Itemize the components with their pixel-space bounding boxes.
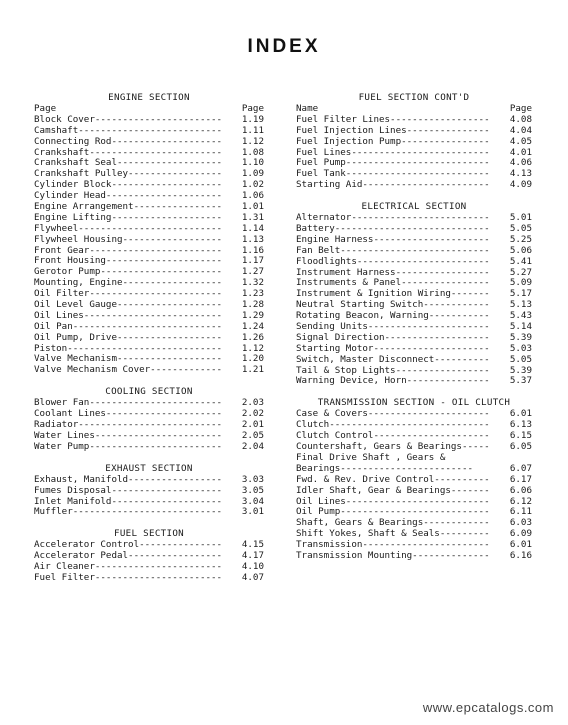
entry-name: Shift Yokes, Shaft & Seals---------	[296, 529, 490, 540]
entry-page: 4.15	[241, 539, 264, 551]
entry-page: 5.06	[509, 244, 532, 256]
entry-page: 1.13	[241, 233, 264, 245]
index-entry	[296, 148, 532, 159]
entry-name: Fan Belt---------------------------	[296, 245, 490, 256]
entry-page: 6.13	[509, 419, 532, 431]
index-entry	[296, 257, 532, 268]
entry-name: Gerotor Pump----------------------	[34, 267, 223, 278]
cooling-section-heading: COOLING SECTION	[105, 386, 193, 398]
index-entry	[34, 431, 264, 442]
index-entry	[296, 126, 532, 137]
index-entry	[296, 464, 532, 475]
index-entry	[34, 235, 264, 246]
entry-name: Instrument & Ignition Wiring-------	[296, 289, 490, 300]
entry-name: Accelerator Control---------------	[34, 540, 223, 551]
entry-page: 3.04	[241, 495, 264, 507]
entry-name: Fuel Tank--------------------------	[296, 169, 490, 180]
entry-page: 1.11	[241, 124, 264, 136]
entry-name: Battery----------------------------	[296, 224, 490, 235]
entry-name: Switch, Master Disconnect----------	[296, 354, 490, 365]
entry-name: Connecting Rod--------------------	[34, 136, 223, 147]
index-entry	[34, 475, 264, 486]
index-entry	[34, 278, 264, 289]
index-entry	[34, 333, 264, 344]
index-entry	[296, 551, 532, 562]
entry-page: 4.04	[509, 124, 532, 136]
entry-name: Exhaust, Manifold-----------------	[34, 474, 223, 485]
entry-page: 1.12	[241, 342, 264, 354]
entry-name: Blower Fan------------------------	[34, 398, 223, 409]
entry-page: 6.16	[509, 549, 532, 561]
entry-name: Neutral Starting Switch------------	[296, 300, 490, 311]
entry-name: Clutch Control---------------------	[296, 431, 490, 442]
index-entry	[34, 126, 264, 137]
entry-page: 2.03	[241, 397, 264, 409]
entry-name: Fumes Disposal--------------------	[34, 485, 223, 496]
entry-page: 5.39	[509, 364, 532, 376]
entry-page: 6.01	[509, 539, 532, 551]
entry-name: Fuel Filter-----------------------	[34, 572, 223, 583]
index-entry	[34, 420, 264, 431]
entry-name: Air Cleaner-----------------------	[34, 562, 223, 573]
entry-name: Block Cover-----------------------	[34, 114, 223, 125]
index-entry	[34, 311, 264, 322]
entry-page: 5.27	[509, 266, 532, 278]
entry-page: 1.06	[241, 190, 264, 202]
entry-page: 1.17	[241, 255, 264, 267]
entry-name: Inlet Manifold--------------------	[34, 496, 223, 507]
entry-page: 6.09	[509, 528, 532, 540]
entry-name: Crankshaft Seal-------------------	[34, 158, 223, 169]
index-entry	[296, 409, 532, 420]
index-entry	[296, 475, 532, 486]
entry-name: Floodlights------------------------	[296, 256, 490, 267]
transmission-section-list	[296, 409, 532, 561]
entry-page: 6.11	[509, 506, 532, 518]
entry-page: 1.27	[241, 266, 264, 278]
entry-name: Cylinder Head---------------------	[34, 191, 223, 202]
entry-page: 5.37	[509, 375, 532, 387]
column-header-page: Page	[509, 103, 532, 114]
index-entry	[34, 213, 264, 224]
entry-page: 4.17	[241, 550, 264, 562]
entry-page: 1.12	[241, 135, 264, 147]
index-entry	[34, 300, 264, 311]
entry-page: 6.17	[509, 473, 532, 485]
entry-name: Mounting, Engine------------------	[34, 278, 223, 289]
index-entry	[296, 235, 532, 246]
entry-name: Warning Device, Horn---------------	[296, 376, 490, 387]
index-entry	[296, 376, 532, 387]
entry-page: 1.01	[241, 201, 264, 213]
entry-name: Front Gear------------------------	[34, 245, 223, 256]
entry-name: Engine Lifting--------------------	[34, 212, 223, 223]
entry-name: Starting Motor---------------------	[296, 343, 490, 354]
index-entry	[296, 169, 532, 180]
entry-name: Oil Level Gauge-------------------	[34, 300, 223, 311]
entry-name: Fuel Injection Pump----------------	[296, 136, 490, 147]
entry-page: 4.13	[509, 168, 532, 180]
index-entry	[34, 365, 264, 376]
entry-name: Oil Pump, Drive-------------------	[34, 332, 223, 343]
column-header-name: Page	[34, 103, 57, 114]
entry-page: 4.10	[241, 561, 264, 573]
index-entry	[34, 180, 264, 191]
entry-name: Oil Filter------------------------	[34, 289, 223, 300]
index-entry	[296, 453, 532, 464]
index-entry	[296, 431, 532, 442]
entry-page: 1.29	[241, 309, 264, 321]
entry-name: Rotating Beacon, Warning-----------	[296, 311, 490, 322]
index-entry	[296, 137, 532, 148]
entry-page: 6.06	[509, 484, 532, 496]
entry-name: Transmission-----------------------	[296, 540, 490, 551]
index-entry	[34, 158, 264, 169]
entry-page: 4.07	[241, 571, 264, 583]
entry-name: Engine Arrangement----------------	[34, 202, 223, 213]
entry-name: Water Pump------------------------	[34, 441, 223, 452]
entry-name: Case & Covers----------------------	[296, 409, 490, 420]
entry-page: 1.26	[241, 331, 264, 343]
entry-page: 1.21	[241, 364, 264, 376]
index-entry	[34, 562, 264, 573]
index-entry	[296, 497, 532, 508]
exhaust-section-heading: EXHAUST SECTION	[105, 462, 193, 474]
entry-page: 1.09	[241, 168, 264, 180]
entry-name: Crankshaft Pulley-----------------	[34, 169, 223, 180]
entry-page: 4.05	[509, 135, 532, 147]
transmission-section-heading: TRANSMISSION SECTION - OIL CLUTCH	[317, 397, 511, 409]
index-entry	[296, 322, 532, 333]
entry-page: 5.13	[509, 299, 532, 311]
index-entry	[34, 289, 264, 300]
entry-page: 1.31	[241, 211, 264, 223]
entry-page: 5.25	[509, 233, 532, 245]
fuel-contd-section-list	[296, 115, 532, 191]
entry-page: 5.41	[509, 255, 532, 267]
entry-name: Signal Direction-------------------	[296, 332, 490, 343]
entry-page: 5.05	[509, 353, 532, 365]
index-entry	[34, 191, 264, 202]
entry-page: 1.20	[241, 353, 264, 365]
entry-page: 1.16	[241, 244, 264, 256]
engine-section-heading: ENGINE SECTION	[108, 92, 190, 103]
entry-name: Oil Lines--------------------------	[296, 496, 490, 507]
entry-name: Cylinder Block--------------------	[34, 180, 223, 191]
watermark-url: www.epcatalogs.com	[422, 700, 554, 715]
index-entry	[296, 180, 532, 191]
index-entry	[296, 333, 532, 344]
entry-page: 2.02	[241, 408, 264, 420]
index-entry	[34, 398, 264, 409]
index-entry	[34, 202, 264, 213]
index-entry	[34, 256, 264, 267]
column-header-page: Page	[241, 103, 264, 114]
entry-page: 2.05	[241, 429, 264, 441]
entry-name: Transmission Mounting--------------	[296, 550, 490, 561]
entry-page: 1.10	[241, 157, 264, 169]
index-entry	[296, 289, 532, 300]
entry-page: 5.39	[509, 331, 532, 343]
entry-name: Instrument Harness-----------------	[296, 267, 490, 278]
index-entry	[296, 355, 532, 366]
index-entry	[34, 497, 264, 508]
entry-name: Flywheel--------------------------	[34, 223, 223, 234]
entry-page: 1.08	[241, 146, 264, 158]
entry-page: 4.06	[509, 157, 532, 169]
entry-page: 1.14	[241, 222, 264, 234]
index-entry	[296, 420, 532, 431]
entry-page: 6.07	[509, 462, 532, 474]
entry-page: 5.01	[509, 212, 532, 224]
entry-name: Fuel Injection Lines---------------	[296, 125, 490, 136]
entry-name: Coolant Lines---------------------	[34, 409, 223, 420]
entry-page: 3.03	[241, 473, 264, 485]
entry-page: 5.09	[509, 277, 532, 289]
entry-name: Radiator--------------------------	[34, 420, 223, 431]
entry-page: 1.02	[241, 179, 264, 191]
entry-page: 2.01	[241, 419, 264, 431]
entry-name: Fuel Lines-------------------------	[296, 147, 490, 158]
index-entry	[296, 224, 532, 235]
entry-name: Fuel Pump--------------------------	[296, 158, 490, 169]
index-entry	[296, 518, 532, 529]
entry-name: Oil Pump---------------------------	[296, 507, 490, 518]
entry-name: Water Lines-----------------------	[34, 430, 223, 441]
entry-page: 1.23	[241, 288, 264, 300]
index-entry	[34, 540, 264, 551]
entry-page: 6.15	[509, 430, 532, 442]
engine-section-list	[34, 115, 264, 376]
index-entry	[34, 246, 264, 257]
entry-name: Fuel Filter Lines------------------	[296, 114, 490, 125]
index-entry	[34, 115, 264, 126]
index-entry	[34, 409, 264, 420]
entry-name: Instruments & Panel----------------	[296, 278, 490, 289]
entry-name: Flywheel Housing------------------	[34, 234, 223, 245]
page-title: INDEX	[247, 36, 321, 57]
entry-page: 6.05	[509, 441, 532, 453]
index-entry	[296, 540, 532, 551]
index-entry	[34, 507, 264, 518]
entry-name: Valve Mechanism-------------------	[34, 354, 223, 365]
column-header	[296, 104, 532, 115]
index-entry	[296, 311, 532, 322]
index-entry	[34, 224, 264, 235]
index-entry	[34, 169, 264, 180]
entry-name: Bearings------------------------	[296, 463, 474, 474]
entry-name: Oil Pan---------------------------	[34, 321, 223, 332]
entry-page: 6.12	[509, 495, 532, 507]
index-entry	[34, 137, 264, 148]
fuel-contd-section-heading: FUEL SECTION CONT'D	[358, 92, 470, 103]
index-entry	[34, 148, 264, 159]
fuel-section-list	[34, 540, 264, 584]
entry-name: Final Drive Shaft , Gears &	[296, 452, 446, 463]
entry-page: 5.14	[509, 321, 532, 333]
index-entry	[296, 344, 532, 355]
entry-page: 5.17	[509, 288, 532, 300]
left-column	[34, 92, 264, 584]
entry-name: Starting Aid-----------------------	[296, 180, 490, 191]
index-entry	[34, 573, 264, 584]
index-entry	[296, 115, 532, 126]
index-entry	[296, 213, 532, 224]
index-entry	[34, 267, 264, 278]
index-entry	[34, 354, 264, 365]
index-entry	[296, 442, 532, 453]
entry-name: Engine Harness---------------------	[296, 234, 490, 245]
index-entry	[296, 507, 532, 518]
entry-page: 5.43	[509, 310, 532, 322]
electrical-section-heading: ELECTRICAL SECTION	[361, 201, 467, 213]
index-entry	[296, 278, 532, 289]
entry-name: Sending Units----------------------	[296, 322, 490, 333]
entry-page: 6.01	[509, 408, 532, 420]
column-header-name: Name	[296, 103, 319, 114]
index-entry	[296, 529, 532, 540]
index-entry	[34, 344, 264, 355]
entry-page: 5.05	[509, 223, 532, 235]
entry-name: Clutch-----------------------------	[296, 420, 490, 431]
index-entry	[296, 158, 532, 169]
entry-name: Camshaft--------------------------	[34, 125, 223, 136]
entry-page: 5.03	[509, 342, 532, 354]
entry-name: Alternator-------------------------	[296, 213, 490, 224]
entry-name: Shaft, Gears & Bearings------------	[296, 518, 490, 529]
index-entry	[34, 322, 264, 333]
column-header	[34, 104, 264, 115]
entry-name: Valve Mechanism Cover-------------	[34, 365, 223, 376]
entry-name: Fwd. & Rev. Drive Control----------	[296, 474, 490, 485]
index-entry	[296, 366, 532, 377]
entry-page: 4.08	[509, 113, 532, 125]
entry-page: 1.28	[241, 299, 264, 311]
entry-page: 1.19	[241, 113, 264, 125]
fuel-section-heading: FUEL SECTION	[114, 528, 184, 540]
entry-page: 6.03	[509, 517, 532, 529]
entry-page: 2.04	[241, 440, 264, 452]
entry-page: 4.09	[509, 179, 532, 191]
right-column	[296, 92, 532, 562]
entry-page: 3.05	[241, 484, 264, 496]
entry-name: Tail & Stop Lights-----------------	[296, 365, 490, 376]
index-entry	[296, 246, 532, 257]
entry-name: Muffler---------------------------	[34, 507, 223, 518]
index-entry	[34, 442, 264, 453]
index-entry	[296, 300, 532, 311]
entry-name: Idler Shaft, Gear & Bearings-------	[296, 485, 490, 496]
index-entry	[34, 486, 264, 497]
entry-page: 4.01	[509, 146, 532, 158]
entry-name: Countershaft, Gears & Bearings-----	[296, 442, 490, 453]
entry-page: 1.24	[241, 320, 264, 332]
entry-name: Crankshaft------------------------	[34, 147, 223, 158]
cooling-section-list	[34, 398, 264, 452]
entry-page: 1.32	[241, 277, 264, 289]
entry-page: 3.01	[241, 506, 264, 518]
entry-name: Oil Lines-------------------------	[34, 310, 223, 321]
index-entry	[296, 486, 532, 497]
entry-name: Accelerator Pedal-----------------	[34, 551, 223, 562]
electrical-section-list	[296, 213, 532, 387]
index-entry	[34, 551, 264, 562]
exhaust-section-list	[34, 475, 264, 519]
entry-name: Piston----------------------------	[34, 343, 223, 354]
index-entry	[296, 268, 532, 279]
entry-name: Front Housing---------------------	[34, 256, 223, 267]
